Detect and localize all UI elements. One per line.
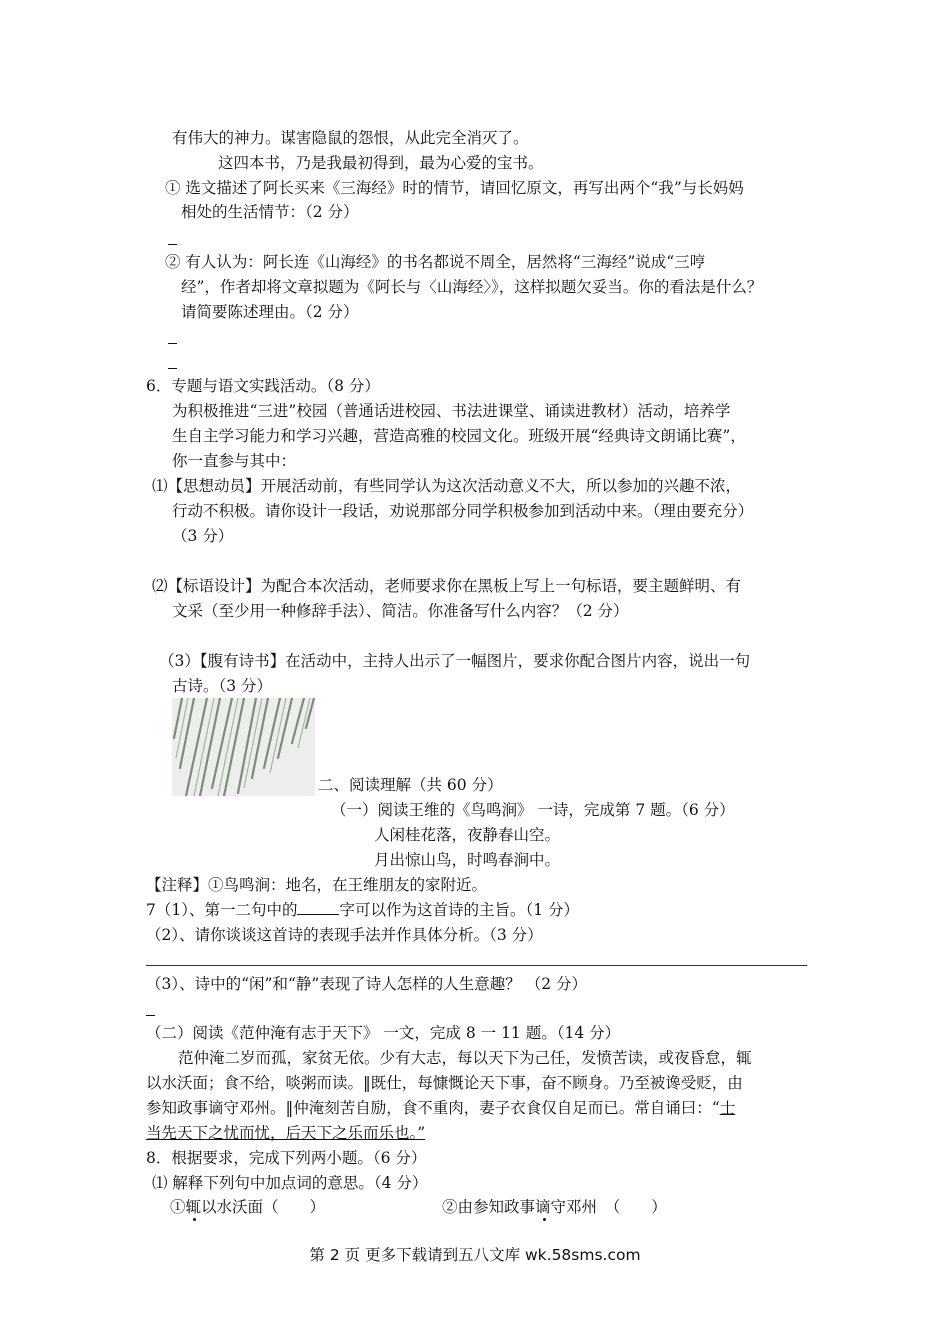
question-6: 6．专题与语文实践活动。（8 分） — [146, 377, 380, 395]
question-7-1 — [146, 899, 579, 921]
text-line: 文采（至少用一种修辞手法）、简洁。你准备写什么内容？（2 分） — [172, 602, 629, 620]
page-footer: 第 2 页 更多下载请到五八文库 wk.58sms.com — [309, 1246, 641, 1264]
question-5-2-cont: 请简要陈述理由。（2 分） — [181, 303, 359, 321]
question-5-1: ① 选文描述了阿长买来《三海经》时的情节，请回忆原文，再写出两个“我”与长妈妈 — [165, 179, 744, 197]
question-7-1-post: 字可以作为这首诗的主旨。（1 分） — [339, 901, 580, 919]
answer-line — [146, 1015, 155, 1016]
question-6-3: （3）【腹有诗书】在活动中，主持人出示了一幅图片，要求你配合图片内容，说出一句 — [159, 652, 751, 670]
question-5-2: ② 有人认为：阿长连《山海经》的书名都说不周全，居然将“三海经”说成“三哼 — [165, 253, 706, 271]
annotation: 【注释】①鸟鸣涧：地名，在王维朋友的家附近。 — [146, 876, 488, 894]
question-5-1-cont: 相处的生活情节：（2 分） — [181, 203, 359, 221]
item-text: ②由参知政事 — [442, 1198, 536, 1216]
dotted-word: 辄 — [185, 1198, 202, 1216]
text-line: 古诗。（3 分） — [172, 677, 273, 695]
question-6-2: ⑵【标语设计】为配合本次活动，老师要求你在黑板上写上一句标语，要主题鲜明、有 — [152, 577, 742, 595]
poem-line: 月出惊山鸟，时鸣春涧中。 — [374, 851, 561, 869]
text-line: 你一直参与其中： — [172, 452, 297, 470]
question-7-3: （3）、诗中的“闲”和“静”表现了诗人怎样的人生意趣？ （2 分） — [146, 975, 588, 993]
question-8-1-a — [170, 1196, 325, 1218]
text-line: 生自主学习能力和学习兴趣，营造高雅的校园文化。班级开展“经典诗文朗诵比赛”， — [172, 427, 746, 445]
question-7-1-pre: 7（1）、第一二句中的 — [146, 901, 298, 919]
underlined-quote: 当先天下之忧而忧，后天下之乐而乐也。” — [146, 1124, 426, 1142]
text-line: 为积极推进“三进”校园（普通话进校园、书法进课堂、诵读进教材）活动，培养学 — [172, 402, 731, 420]
item-text: 以水沃面（ ） — [201, 1198, 326, 1216]
passage-line — [146, 1097, 735, 1119]
answer-line — [168, 244, 177, 245]
text-line: 这四本书，乃是我最初得到，最为心爱的宝书。 — [218, 154, 544, 172]
answer-line — [168, 343, 177, 344]
question-5-2-cont: 经”，作者却将文章拟题为《阿长与〈山海经〉》，这样拟题欠妥当。你的看法是什么？ — [181, 278, 763, 296]
item-number: ① — [170, 1198, 186, 1216]
text-line: 行动不积极。请你设计一段话，劝说那部分同学积极参加到活动中来。（理由要充分） — [172, 502, 754, 520]
question-8-1: ⑴ 解释下列句中加点词的意思。（4 分） — [152, 1174, 428, 1192]
question-8: 8．根据要求，完成下列两小题。（6 分） — [146, 1149, 427, 1167]
answer-rule — [146, 965, 807, 966]
section-2-1-title: （一）阅读王维的《鸟鸣涧》 一诗，完成第 7 题。（6 分） — [331, 801, 735, 819]
text-line: 有伟大的神力。谋害隐鼠的怨恨，从此完全消灭了。 — [172, 129, 529, 147]
question-6-1: ⑴【思想动员】开展活动前，有些同学认为这次活动意义不大，所以参加的兴趣不浓， — [152, 477, 742, 495]
question-8-1-b — [442, 1196, 667, 1218]
dotted-word: 谪 — [535, 1198, 551, 1216]
section-2-title: 二、阅读理解（共 60 分） — [318, 776, 503, 794]
item-text: 守邓州 （ ） — [550, 1198, 667, 1216]
passage-text: 参知政事谪守邓州。‖仲淹刻苦自励，食不重肉，妻子衣食仅自足而已。常自诵曰：“ — [146, 1099, 720, 1117]
poem-line: 人闲桂花落，夜静春山空。 — [374, 826, 561, 844]
fill-blank — [297, 899, 339, 915]
passage-line: 范仲淹二岁而孤，家贫无依。少有大志，每以天下为己任，发愤苦读，或夜昏怠，辄 — [178, 1049, 752, 1067]
question-7-2: （2）、请你谈谈这首诗的表现手法并作具体分析。（3 分） — [146, 926, 543, 944]
text-line: （3 分） — [172, 527, 234, 545]
section-2-2-title: （二）阅读《范仲淹有志于天下》 一文，完成 8 一 11 题。（14 分） — [146, 1024, 621, 1042]
willow-branches-image — [172, 698, 315, 796]
answer-line — [168, 368, 177, 369]
passage-line: 以水沃面；食不给，啖粥而读。‖既仕，每慷慨论天下事，奋不顾身。乃至被谗受贬，由 — [146, 1074, 743, 1092]
underlined-text: 士 — [719, 1099, 736, 1117]
